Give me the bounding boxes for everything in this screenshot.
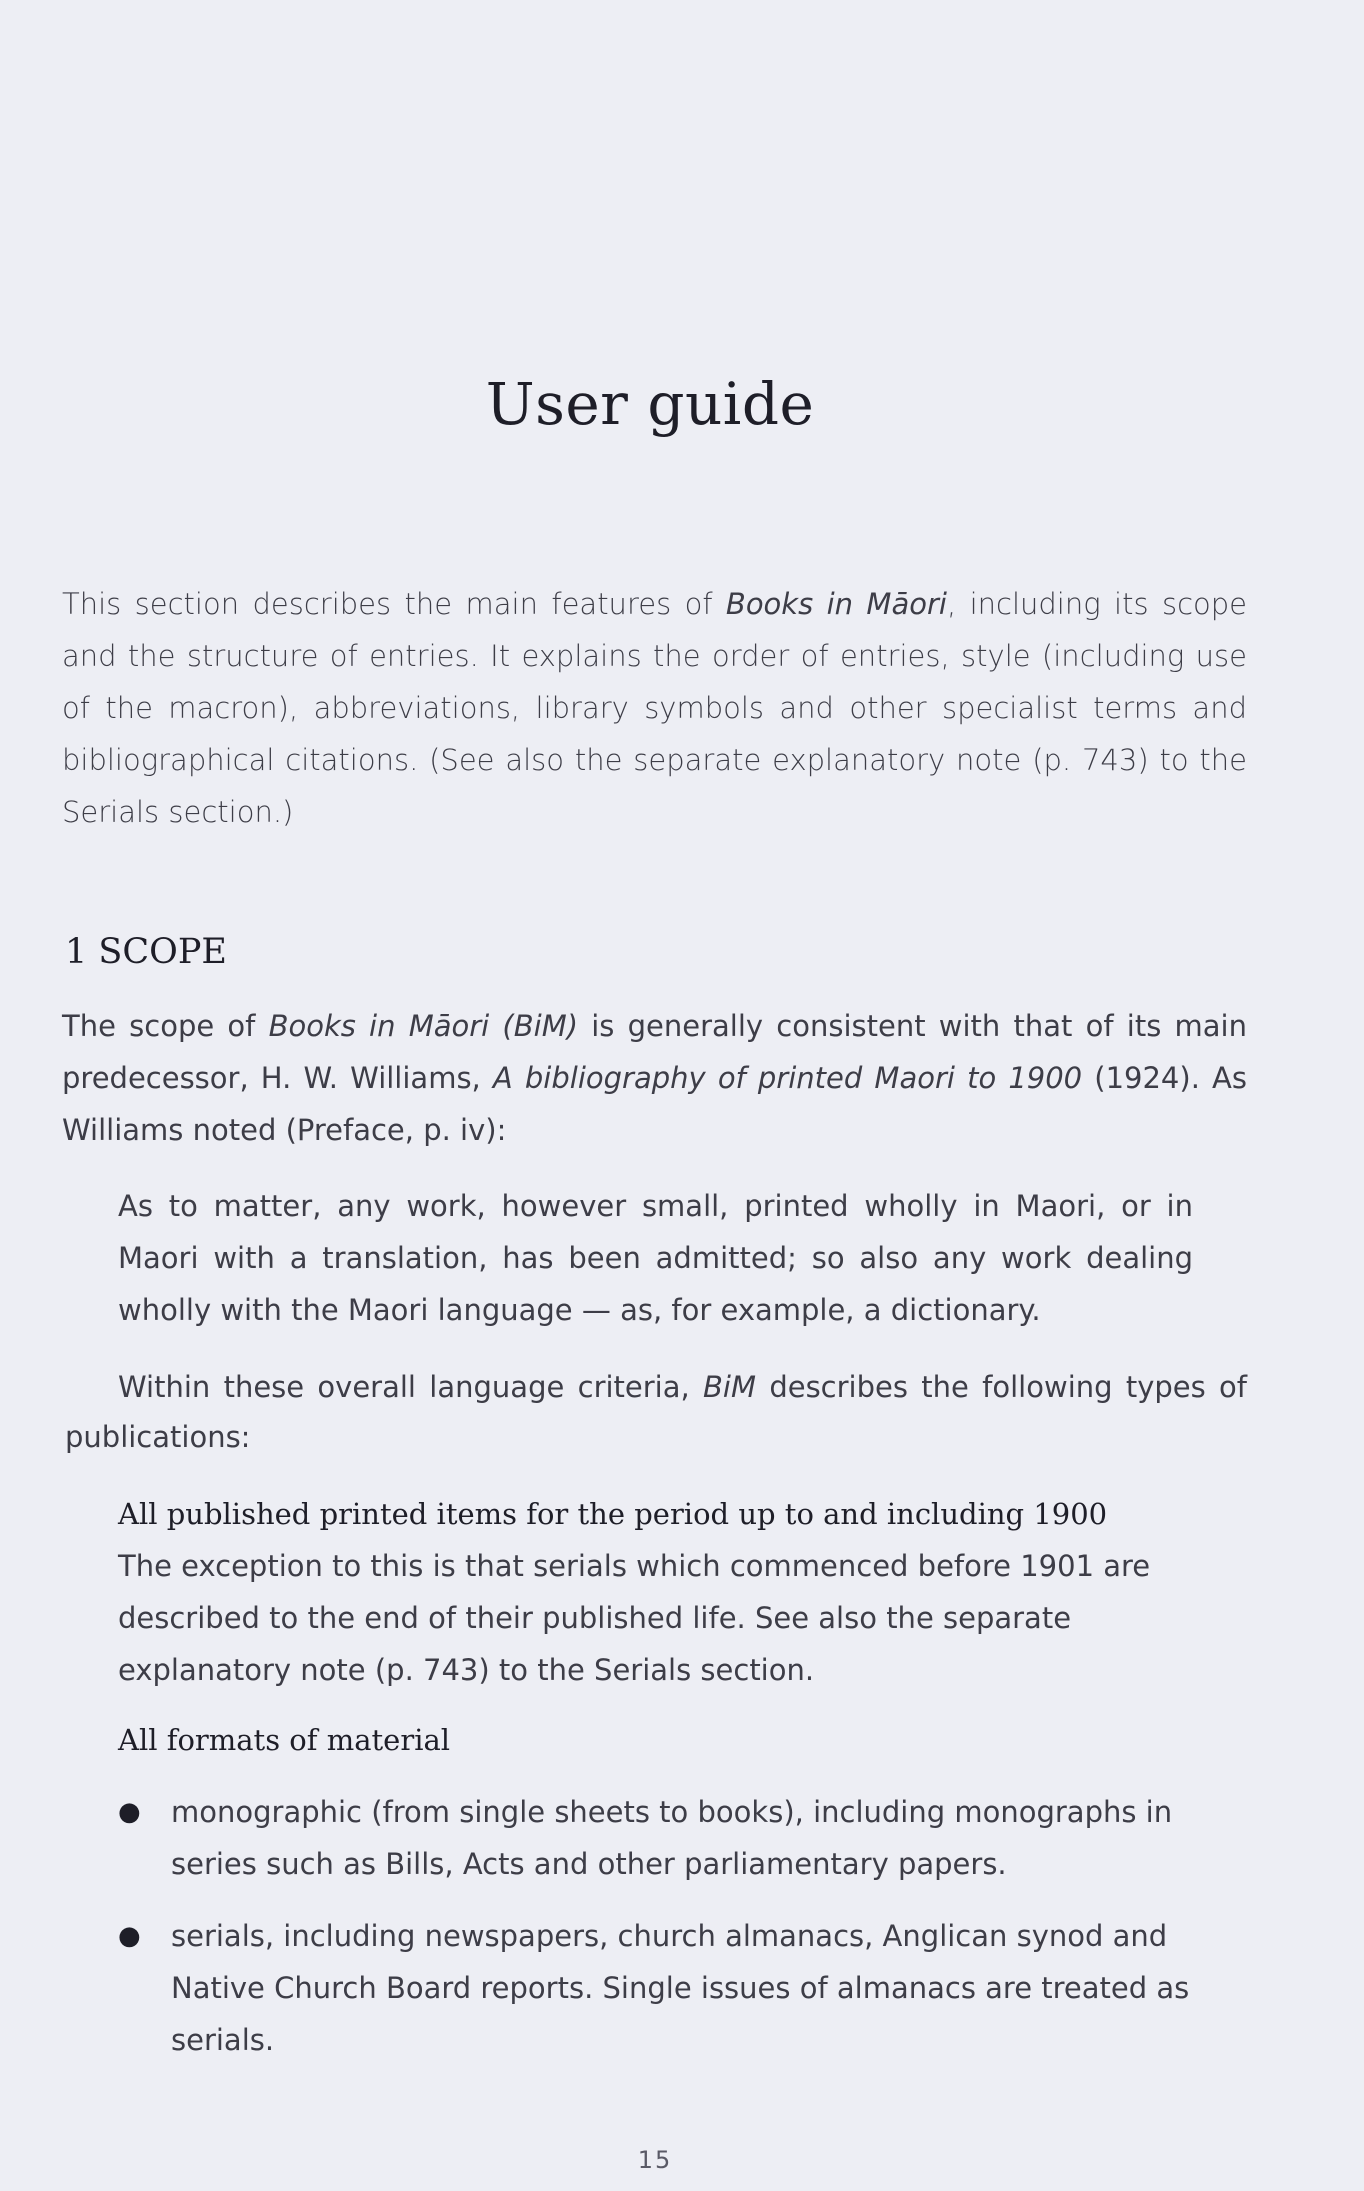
bullet-icon: ●	[118, 1797, 141, 1827]
section-heading-scope: 1 SCOPE	[65, 932, 227, 972]
bullet-icon: ●	[118, 1921, 141, 1951]
list-item-text: monographic (from single sheets to books), including monographs in series such as Bills, Acts and other parliamentary papers.	[171, 1795, 1173, 1881]
criteria-paragraph	[65, 1362, 1247, 1462]
scope-text-2: is generally consistent with that of its main predecessor, H. W. Williams,	[62, 1009, 1247, 1095]
published-items-body: The exception to this is that serials which commenced before 1901 are described to the end of their published life. See also the separate explanatory note (p. 743) to the Serials section.	[118, 1549, 1151, 1687]
intro-paragraph	[62, 578, 1247, 838]
scope-text-1: The scope of	[62, 1009, 269, 1043]
scope-paragraph	[62, 1000, 1247, 1156]
scope-italic-1: Books in Māori (BiM)	[268, 1009, 579, 1043]
list-item-text: serials, including newspapers, church almanacs, Anglican synod and Native Church Board reports. Single issues of almanacs are treated as serials.	[171, 1919, 1190, 2057]
page-number: 15	[637, 2146, 673, 2174]
intro-text-2: , including its scope and the structure of entries. It explains the order of entries, style (including use of the macron), abbreviations, library symbols and other specialist terms and bibliographical citations. (See also the separate explanatory note (p. 743) to the Serials section.)	[62, 587, 1248, 829]
subheading-formats: All formats of material	[118, 1723, 451, 1757]
criteria-text-1: Within these overall language criteria,	[118, 1370, 704, 1404]
subheading-published-items: All published printed items for the period up to and including 1900	[118, 1497, 1108, 1531]
intro-text-1: This section describes the main features of	[62, 587, 726, 621]
list-item	[118, 1786, 1198, 1896]
intro-italic-title: Books in Māori	[725, 587, 947, 621]
page-title: User guide	[485, 370, 815, 438]
block-quote: As to matter, any work, however small, printed wholly in Maori, or in Maori with a translation, has been admitted; so also any work dealing wholly with the Maori language — as, for example, a dictionary.	[118, 1189, 1193, 1327]
criteria-italic: BiM	[703, 1370, 757, 1404]
criteria-text-2: describes the following types of publications:	[65, 1370, 1247, 1454]
scope-text-3: (1924). As Williams noted (Preface, p. iv):	[62, 1061, 1247, 1147]
list-item	[118, 1910, 1198, 2070]
scope-italic-2: A bibliography of printed Maori to 1900	[492, 1061, 1083, 1095]
